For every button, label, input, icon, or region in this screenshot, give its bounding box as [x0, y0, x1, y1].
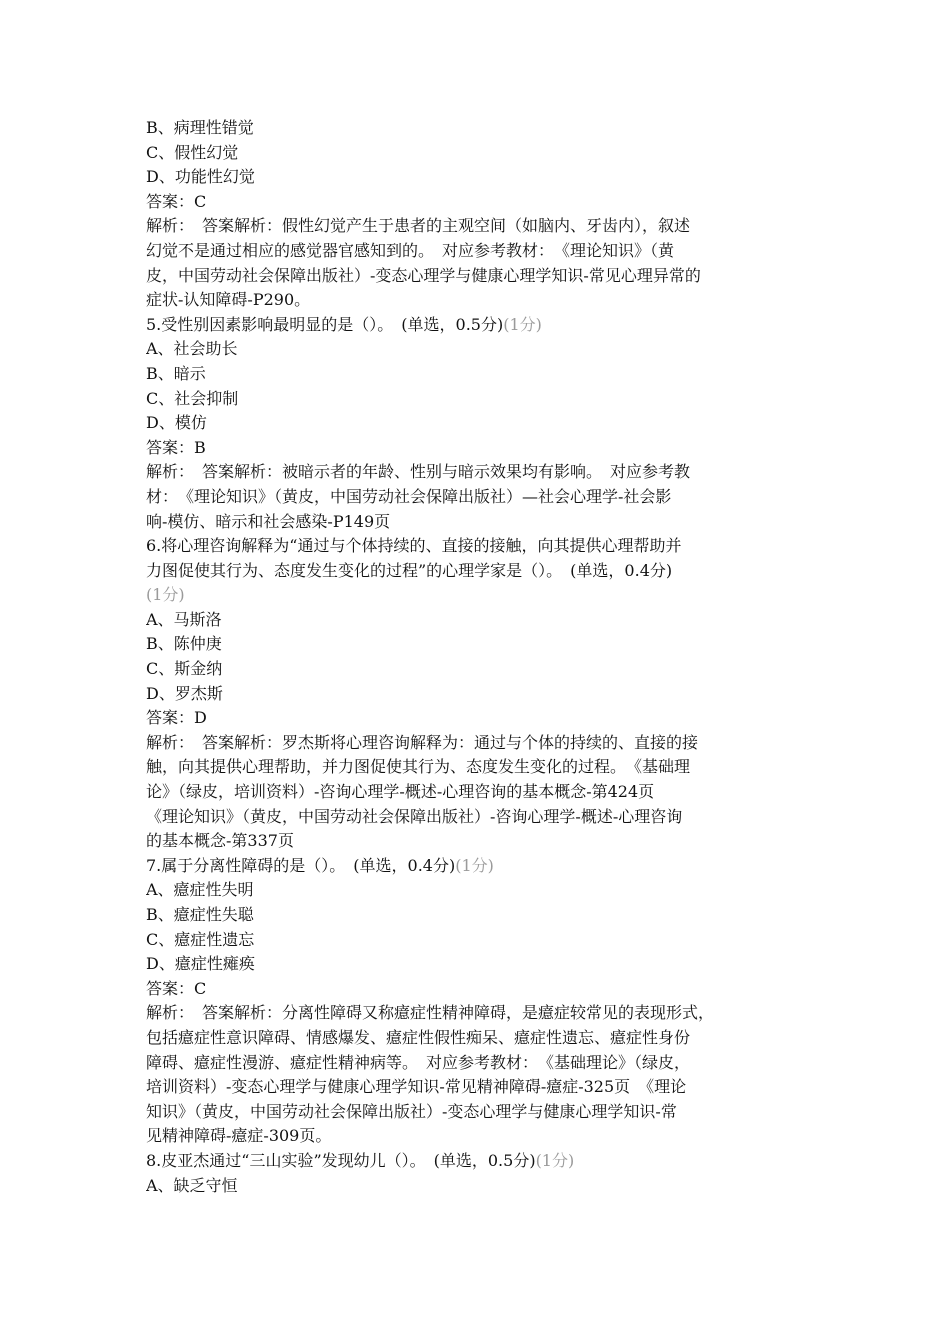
score-label: (1分) [503, 314, 542, 334]
line-text: B、癔症性失聪 [146, 905, 254, 924]
line-text: 解析： 答案解析：分离性障碍又称癔症性精神障碍，是癔症较常见的表现形式， [146, 1003, 715, 1023]
text-line [146, 829, 816, 854]
line-text: D、功能性幻觉 [146, 167, 255, 187]
line-text: 论》（绿皮，培训资料）-咨询心理学-概述-心理咨询的基本概念-第424页 [146, 782, 655, 802]
line-text: 8.皮亚杰通过“三山实验”发现幼儿（）。 (单选，0.5分) [146, 1150, 536, 1170]
line-text: A、癔症性失明 [146, 880, 254, 900]
text-line [146, 1051, 816, 1076]
line-text: 力图促使其行为、态度发生变化的过程”的心理学家是（）。 (单选，0.4分) [146, 560, 673, 580]
line-text: C、假性幻觉 [146, 142, 239, 162]
line-text: 见精神障碍-癔症-309页。 [146, 1126, 332, 1146]
score-label: (1分) [455, 855, 494, 875]
text-line [146, 1124, 816, 1149]
line-text: 材： 《理论知识》（黄皮，中国劳动社会保障出版社）—社会心理学-社会影 [146, 486, 672, 506]
text-line [146, 411, 816, 436]
line-text: 解析： 答案解析：被暗示者的年龄、性别与暗示效果均有影响。 对应参考教 [146, 462, 691, 482]
text-line [146, 952, 816, 977]
text-line [146, 313, 816, 338]
text-line [146, 239, 816, 264]
line-text: 知识》（黄皮，中国劳动社会保障出版社）-变态心理学与健康心理学知识-常 [146, 1101, 677, 1121]
line-text: B、陈仲庚 [146, 634, 222, 654]
line-text: C、社会抑制 [146, 388, 239, 408]
line-text: 答案：D [146, 708, 207, 728]
text-line [146, 706, 816, 731]
text-line [146, 214, 816, 239]
text-line [146, 436, 816, 461]
line-text: 解析： 答案解析：假性幻觉产生于患者的主观空间（如脑内、牙齿内），叙述 [146, 216, 691, 236]
text-line [146, 141, 816, 166]
line-text: 症状-认知障碍-P290。 [146, 290, 311, 310]
line-text: B、病理性错觉 [146, 118, 254, 137]
text-line [146, 657, 816, 682]
text-line [146, 1149, 816, 1174]
score-label: (1分) [146, 585, 185, 605]
text-line [146, 632, 816, 657]
text-line [146, 534, 816, 559]
line-text: A、缺乏守恒 [146, 1175, 238, 1195]
text-line [146, 264, 816, 289]
line-text: 的基本概念-第337页 [146, 831, 294, 851]
text-line [146, 559, 816, 584]
line-text: 答案：C [146, 978, 207, 998]
line-text: 触，向其提供心理帮助，并力图促使其行为、态度发生变化的过程。 《基础理 [146, 757, 691, 777]
text-line [146, 1026, 816, 1051]
line-text: C、癔症性遗忘 [146, 929, 255, 949]
line-text: 6.将心理咨询解释为“通过与个体持续的、直接的接触，向其提供心理帮助并 [146, 536, 682, 556]
line-text: A、社会助长 [146, 339, 238, 359]
text-line [146, 190, 816, 215]
line-text: 《理论知识》（黄皮，中国劳动社会保障出版社）-咨询心理学-概述-心理咨询 [146, 806, 683, 826]
text-line [146, 1174, 816, 1199]
line-text: 皮，中国劳动社会保障出版社）-变态心理学与健康心理学知识-常见心理异常的 [146, 265, 701, 285]
line-text: 障碍、癔症性漫游、癔症性精神病等。 对应参考教材： 《基础理论》（绿皮， [146, 1052, 691, 1072]
text-line [146, 165, 816, 190]
line-text: D、罗杰斯 [146, 683, 223, 703]
line-text: 7.属于分离性障碍的是（）。 (单选，0.4分) [146, 855, 456, 875]
text-line [146, 755, 816, 780]
text-line [146, 337, 816, 362]
text-line [146, 878, 816, 903]
text-line [146, 510, 816, 535]
line-text: 解析： 答案解析：罗杰斯将心理咨询解释为：通过与个体的持续的、直接的接 [146, 732, 699, 752]
text-line [146, 362, 816, 387]
line-text: B、暗示 [146, 363, 206, 383]
text-line [146, 903, 816, 928]
text-line [146, 288, 816, 313]
line-text: 5.受性别因素影响最明显的是（）。 (单选，0.5分) [146, 314, 504, 334]
score-label: (1分) [535, 1150, 575, 1170]
document-page [146, 116, 816, 1198]
line-text: D、癔症性瘫痪 [146, 954, 255, 974]
line-text: 响-模仿、暗示和社会感染-P149页 [146, 511, 391, 531]
line-text: 包括癔症性意识障碍、情感爆发、癔症性假性痴呆、癔症性遗忘、癔症性身份 [146, 1027, 691, 1047]
text-line [146, 780, 816, 805]
line-text: D、模仿 [146, 413, 207, 433]
line-text: 答案：B [146, 437, 206, 457]
text-line [146, 1001, 816, 1026]
text-line [146, 583, 816, 608]
line-text: C、斯金纳 [146, 659, 223, 679]
text-line [146, 854, 816, 879]
line-text: 培训资料）-变态心理学与健康心理学知识-常见精神障碍-癔症-325页 《理论 [146, 1077, 687, 1097]
text-line [146, 116, 816, 141]
text-line [146, 1075, 816, 1100]
text-line [146, 387, 816, 412]
line-text: 幻觉不是通过相应的感觉器官感知到的。 对应参考教材： 《理论知识》（黄 [146, 240, 675, 260]
text-line [146, 608, 816, 633]
text-line [146, 460, 816, 485]
line-text: 答案：C [146, 191, 207, 211]
text-line [146, 485, 816, 510]
text-line [146, 977, 816, 1002]
line-text: A、马斯洛 [146, 609, 222, 629]
text-line [146, 928, 816, 953]
text-line [146, 682, 816, 707]
text-line [146, 1100, 816, 1125]
text-line [146, 805, 816, 830]
text-line [146, 731, 816, 756]
